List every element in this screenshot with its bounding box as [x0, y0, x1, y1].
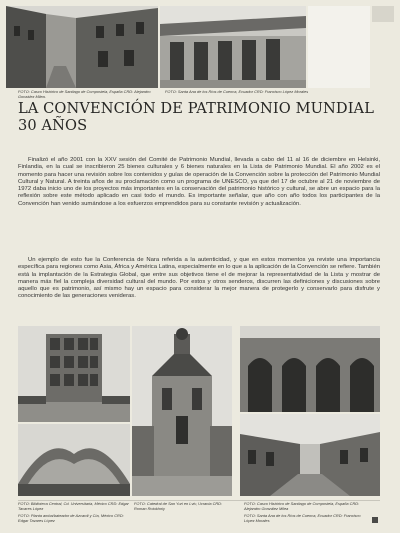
- photo-planta-concrete: [18, 424, 130, 496]
- article-title-line-1: LA CONVENCIÓN DE PATRIMONIO MUNDIAL: [18, 100, 374, 117]
- article-title: [18, 100, 388, 134]
- photo-biblioteca-central: [18, 326, 130, 422]
- corner-fold: [372, 6, 394, 22]
- photo-santiago-street: [6, 6, 158, 88]
- article-paragraph-1: Finalizó el año 2001 con la XXV sesión del Comité de Patrimonio Mundial, llevada a cabo del 11 al 16 de diciembre en Helsinki, Finlandia, en la cual se inscribieron 25 bienes culturales y 6 bienes naturales en la Lista de Patrimonio Mundial. El año 2002 es el momento para hacer una revisión sobre los contenidos y guías de operación de la Convención sobre la protección del Patrimonio Mundial Cultural y Natural. A treinta años de su proclamación como un programa de UNESCO, ya que del 17 de octubre al 21 de noviembre de 1972 daba inicio uno de los proyectos más importantes en la conservación del patrimonio histórico y cultural, se abre un espacio para la reflexión sobre este método aplicado en casi todo el mundo. Es importante señalar, que año con año todos los participantes de la Convención han venido sumándose a los esfuerzos emprendidos para su constante revisión y actualización.: [18, 157, 380, 207]
- photo-santiago-arcade: [240, 326, 380, 412]
- top-caption-2: FOTO: Santa Ana de los Ríos de Cuenca, Ecuador CRD: Francisco López Morales: [165, 89, 309, 94]
- bottom-caption-1b: FOTO: Planta amba/bateador de Azcardi y Cía, México CRD: Edgar Tavares López: [18, 513, 124, 523]
- bottom-caption-3b: FOTO: Santa Ana de los Ríos de Cuenca, Ecuador CRD: Francisco López Morales: [244, 513, 361, 523]
- bottom-caption-2: FOTO: Catedral de San Yuri en Lviv, Ucrania CRD: Roman Rotukhniy: [134, 501, 223, 511]
- top-caption-1: FOTO: Casco Histórico de Santiago de Compostela, España CRD: Alejandro González Milea.: [18, 89, 151, 99]
- bottom-caption-3: FOTO: Casco Histórico de Santiago de Compostela, España CRD: Alejandro González Milea: [244, 501, 360, 511]
- article-paragraph-2: Un ejemplo de esto fue la Conferencia de Nara referida a la autenticidad, y que en estos momentos ya reviste una importancia específica para regiones como Asia, África y América Latina, especialmente en lo que a la aplicación de la Convención se refiere. También está la implantación de la Estrategia Global, que entre sus objetivos tiene el de mejorar la representatividad de la Lista y mostrar de manera más fiel la compleja diversidad cultural del mundo. Por estos y otros senderos, discurren las definiciones y discusiones sobre aquello que es patrimonio, así mismo hay un espacio para considerar la mejor manera de protegerlo y conservarlo para disfrute y conocimiento de las generaciones venideras.: [18, 257, 380, 300]
- page-marker: [372, 517, 378, 523]
- photo-cathedral-lviv: [132, 326, 232, 496]
- article-title-line-2: 30 AÑOS: [18, 117, 88, 134]
- photo-cuenca-street: [240, 414, 380, 496]
- photo-cuenca-arcade: [160, 6, 306, 88]
- bottom-caption-1: FOTO: Biblioteca Central, Cd. Universitaria, México CRD: Edgar Tavares López: [18, 501, 129, 511]
- photo-top-right-blank: [308, 6, 370, 88]
